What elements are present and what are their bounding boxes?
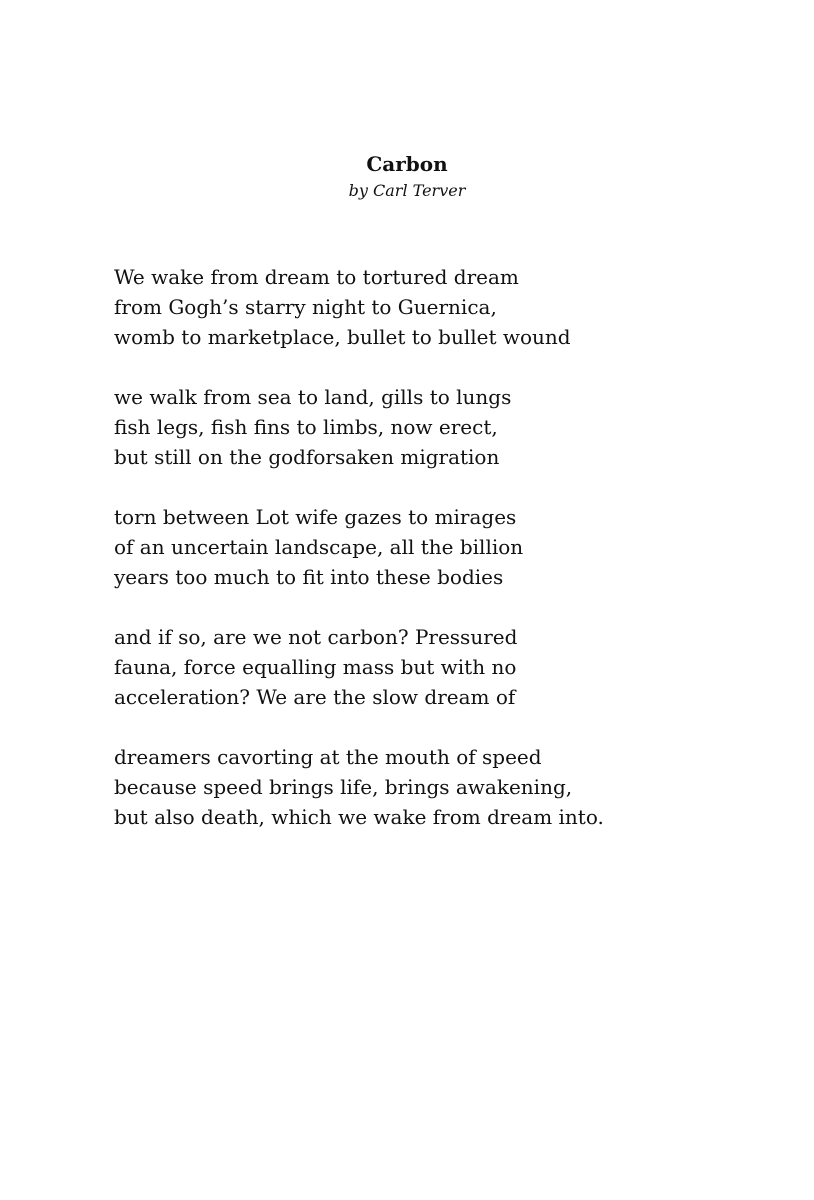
poem-line: but also death, which we wake from dream into. [114,805,604,829]
poem-line: torn between Lot wife gazes to mirages [114,505,517,529]
poem-byline: by Carl Terver [348,181,466,200]
poem-line: of an uncertain landscape, all the billion [114,535,524,559]
stanza-3 [114,502,714,592]
poem-line: years too much to fit into these bodies [114,565,504,589]
poem-line: fish legs, fish fins to limbs, now erect, [114,415,498,439]
poem-line: fauna, force equalling mass but with no [114,655,517,679]
stanza-5 [114,742,714,832]
poem-line: but still on the godforsaken migration [114,445,500,469]
poem-line: from Gogh’s starry night to Guernica, [114,295,497,319]
stanza-2 [114,382,714,472]
poem-line: dreamers cavorting at the mouth of speed [114,745,542,769]
stanza-1 [114,262,714,352]
poem-line: because speed brings life, brings awakening, [114,775,573,799]
stanza-4 [114,622,714,712]
poem-line: and if so, are we not carbon? Pressured [114,625,518,649]
poem-line: we walk from sea to land, gills to lungs [114,385,512,409]
poem-line: We wake from dream to tortured dream [114,265,519,289]
poem-line: acceleration? We are the slow dream of [114,685,516,709]
poem-line: womb to marketplace, bullet to bullet wound [114,325,571,349]
poem-body [114,262,714,862]
poem-title: Carbon [366,152,448,176]
